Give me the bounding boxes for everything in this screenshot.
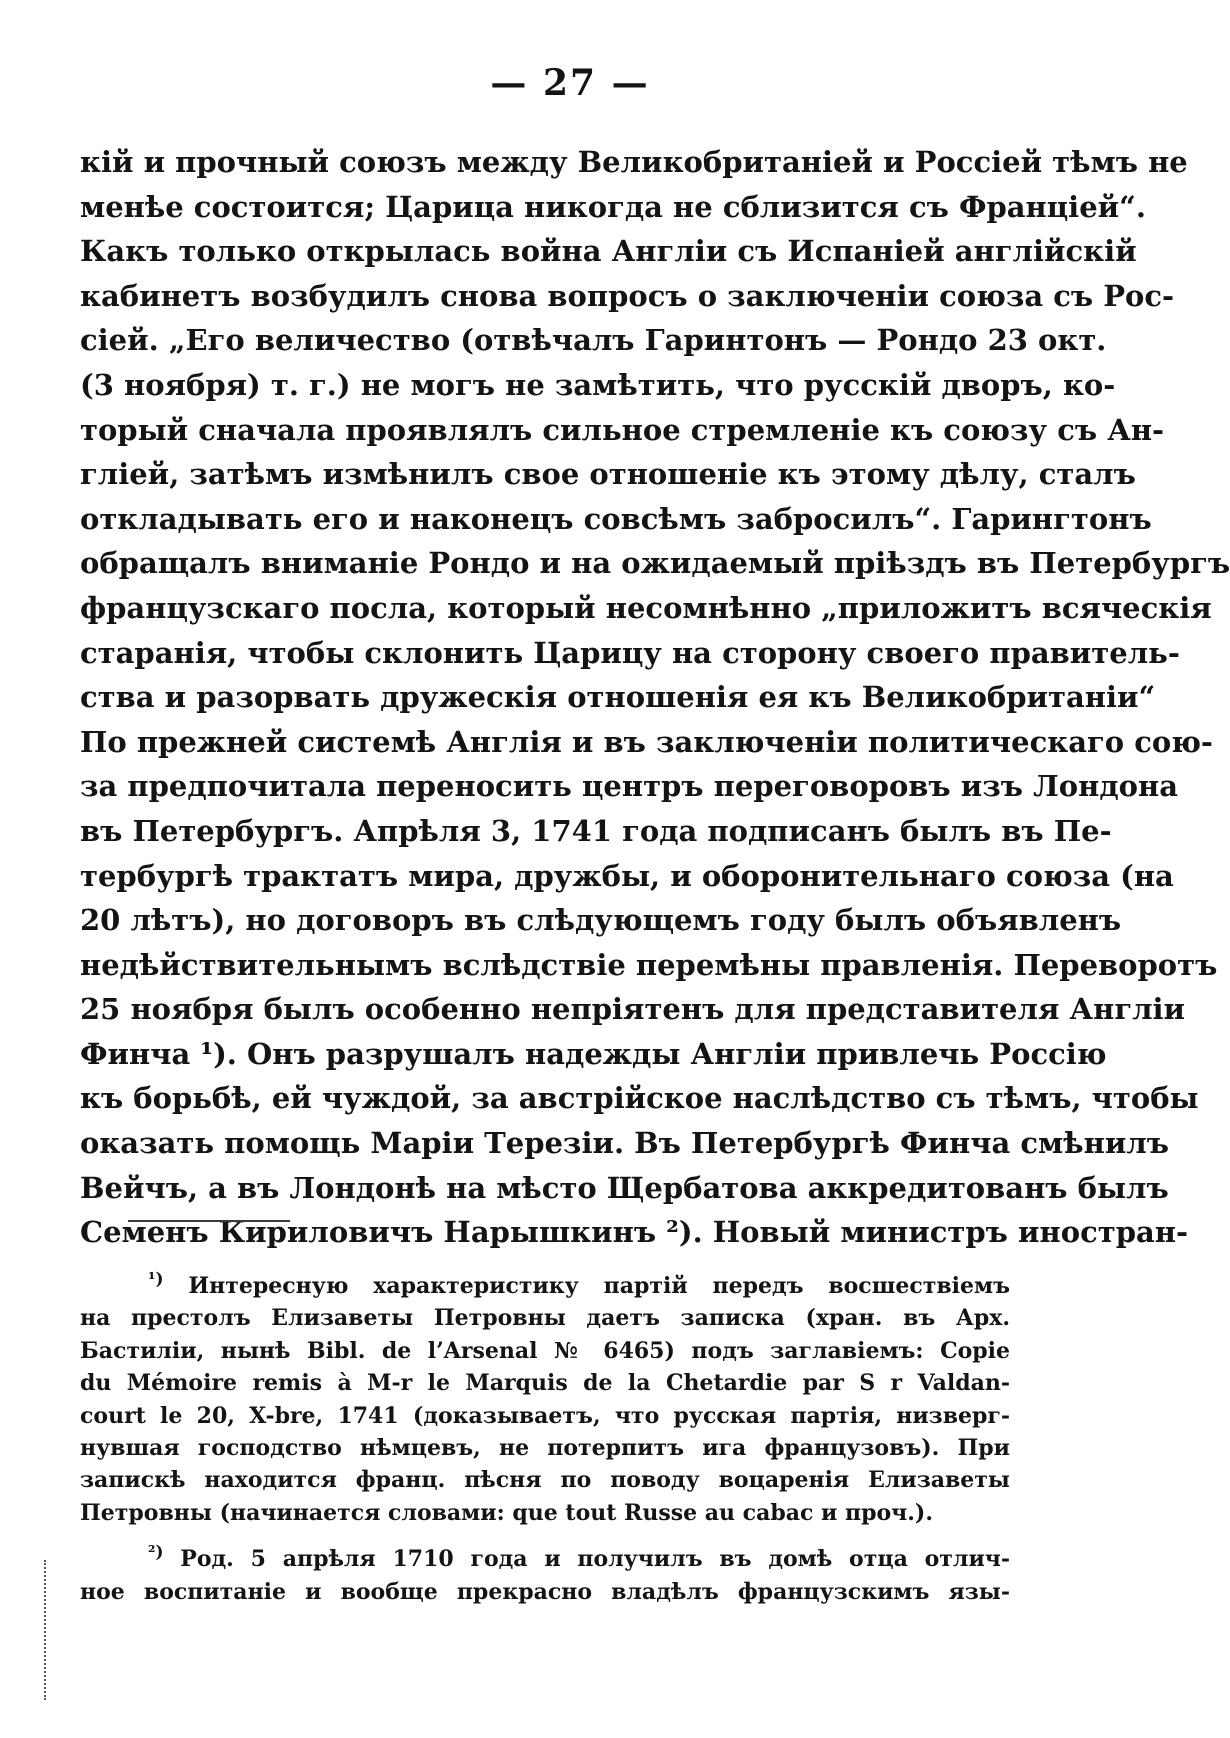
footnote-line: Бастиліи, нынѣ Bibl. de l’Arsenal № 6465) подъ заглавіемъ: Copie: [80, 1337, 1010, 1364]
footnotes: [80, 1270, 1010, 1608]
footnote-2: [80, 1543, 1010, 1608]
text-line: Вейчъ, а въ Лондонѣ на мѣсто Щербатова аккредитованъ былъ: [80, 1170, 1169, 1205]
text-line: (3 ноября) т. г.) не могъ не замѣтить, что русскій дворъ, ко-: [80, 367, 1116, 402]
footnote-line: [80, 1543, 1010, 1575]
text-line: французскаго посла, который несомнѣнно „приложитъ всяческія: [80, 590, 1212, 625]
text-line: оказать помощь Маріи Терезіи. Въ Петербургѣ Финча смѣнилъ: [80, 1126, 1170, 1161]
footnote-line: ное воспитаніе и вообще прекрасно владѣлъ французскимъ язы-: [80, 1578, 1010, 1605]
footnote-line: на престолъ Елизаветы Петровны даетъ записка (хран. въ Арх.: [80, 1305, 1010, 1332]
text-line: По прежней системѣ Англія и въ заключеніи политическаго сою-: [80, 724, 1213, 759]
text-line: обращалъ вниманіе Рондо и на ожидаемый пріѣздъ въ Петербургъ: [80, 546, 1230, 581]
text-line: за предпочитала переносить центръ переговоровъ изъ Лондона: [80, 769, 1179, 804]
text-line: торый сначала проявлялъ сильное стремленіе къ союзу съ Ан-: [80, 412, 1165, 447]
text-line: старанія, чтобы склонить Царицу на сторону своего правитель-: [80, 635, 1180, 670]
footnote-line: нувшая господство нѣмцевъ, не потерпитъ ига французовъ). При: [80, 1434, 1010, 1461]
text-line: кабинетъ возбудилъ снова вопросъ о заключеніи союза съ Рос-: [80, 278, 1175, 313]
footnote-line: [80, 1270, 1010, 1302]
text-line: Семенъ Кириловичъ Нарышкинъ ²). Новый министръ иностран-: [80, 1215, 1189, 1250]
margin-scan-mark: [44, 1560, 46, 1700]
footnote-line: запискѣ находится франц. пѣсня по поводу воцаренія Елизаветы: [80, 1467, 1010, 1494]
text-line: Какъ только открылась война Англіи съ Испаніей англійскій: [80, 234, 1137, 269]
footnote-mark: ²): [148, 1542, 164, 1563]
text-line: 20 лѣтъ), но договоръ въ слѣдующемъ году былъ объявленъ: [80, 903, 1122, 938]
text-line: въ Петербургъ. Апрѣля 3, 1741 года подписанъ былъ въ Пе-: [80, 813, 1112, 848]
footnote-line-text: Интересную характеристику партій передъ восшествіемъ: [188, 1273, 1010, 1299]
text-line: менѣе состоится; Царица никогда не сблизится съ Франціей“.: [80, 189, 1146, 224]
text-line: кій и прочный союзъ между Великобританіей и Россіей тѣмъ не: [80, 145, 1188, 179]
page-number: — 27 —: [490, 62, 650, 104]
text-line: ства и разорвать дружескія отношенія ея къ Великобританіи“: [80, 680, 1156, 715]
footnote-divider: [128, 1220, 290, 1222]
main-text: [80, 140, 1230, 1255]
footnote-line: du Mémoire remis à M-r le Marquis de la Chetardie par S r Valdan-: [80, 1370, 1010, 1397]
text-line: гліей, затѣмъ измѣнилъ свое отношеніе къ этому дѣлу, сталъ: [80, 457, 1136, 492]
text-line: тербургѣ трактатъ мира, дружбы, и оборонительнаго союза (на: [80, 858, 1174, 893]
text-line: 25 ноября былъ особенно непріятенъ для представителя Англіи: [80, 992, 1186, 1027]
text-line: недѣйствительнымъ вслѣдствіе перемѣны правленія. Переворотъ: [80, 947, 1218, 982]
footnote-line: court le 20, X-bre, 1741 (доказываетъ, что русская партія, низверг-: [80, 1402, 1010, 1429]
footnote-line-text: Род. 5 апрѣля 1710 года и получилъ въ домѣ отца отлич-: [180, 1546, 1010, 1573]
footnote-1: [80, 1270, 1010, 1529]
text-line: откладывать его и наконецъ совсѣмъ забросилъ“. Гарингтонъ: [80, 501, 1152, 536]
footnote-line: Петровны (начинается словами: que tout Russe au cabac и проч.).: [80, 1499, 933, 1526]
footnote-mark: ¹): [148, 1269, 164, 1290]
text-line: сіей. „Его величество (отвѣчалъ Гаринтонъ — Рондо 23 окт.: [80, 323, 1107, 358]
text-line: къ борьбѣ, ей чуждой, за австрійское наслѣдство съ тѣмъ, чтобы: [80, 1081, 1199, 1116]
text-line: Финча ¹). Онъ разрушалъ надежды Англіи привлечь Россію: [80, 1036, 1107, 1071]
